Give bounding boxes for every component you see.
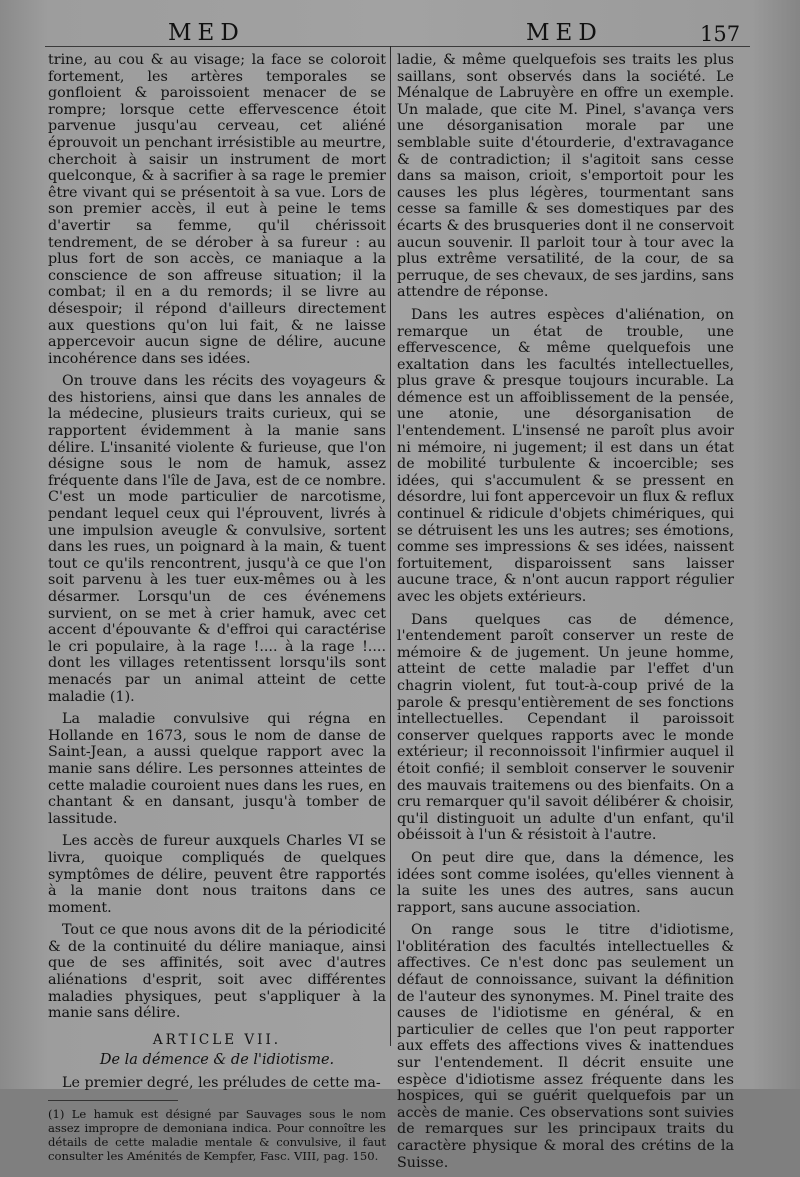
running-head-left: MED	[168, 20, 245, 46]
page-header	[0, 14, 800, 46]
paragraph: On peut dire que, dans la démence, les idées sont comme isolées, qu'elles viennent à la suite les unes des autres, sans aucun rapport, sans aucune association.	[397, 849, 734, 916]
left-column	[48, 52, 386, 1163]
paragraph: Dans quelques cas de démence, l'entendement paroît conserver un reste de mémoire & de jugement. Un jeune homme, atteint de cette maladie par l'effet d'un chagrin violent, fut tout-à-coup privé de la parole & presqu'entièrement de ses fonctions intellectuelles. Cependant il paroissoit conserver quelques rapports avec le monde extérieur; il reconnoissoit l'infirmier auquel il étoit confié; il sembloit conserver le souvenir des mauvais traitemens ou des bienfaits. On a cru remarquer qu'il savoit délibérer & choisir, qu'il distinguoit un adulte d'un enfant, qu'il obéissoit à l'un & résistoit à l'autre.	[397, 611, 734, 844]
page-number: 157	[700, 22, 741, 46]
footnote-rule	[48, 1100, 178, 1101]
paragraph: La maladie convulsive qui régna en Hollande en 1673, sous le nom de danse de Saint-Jean, a aussi quelque rapport avec la manie sans délire. Les personnes atteintes de cette maladie couroient nues dans les rues, en chantant & en dansant, jusqu'à tomber de lassitude.	[48, 711, 386, 827]
paragraph: Tout ce que nous avons dit de la périodicité & de la continuité du délire maniaque, ainsi que de ses affinités, soit avec d'autres aliénations d'esprit, soit avec différentes maladies physiques, peut s'appliquer à la manie sans délire.	[48, 922, 386, 1022]
header-rule	[45, 46, 750, 47]
running-head-right: MED	[526, 20, 603, 46]
article-subtitle: De la démence & de l'idiotisme.	[99, 1052, 335, 1069]
paragraph: Les accès de fureur auxquels Charles VI se livra, quoique compliqués de quelques symptômes de délire, peuvent être rapportés à la manie dont nous traitons dans ce moment.	[48, 833, 386, 916]
paragraph: ladie, & même quelquefois ses traits les plus saillans, sont observés dans la société. Le Ménalque de Labruyère en offre un exemple. Un malade, que cite M. Pinel, s'avança vers une désorganisation morale par une semblable suite d'étourderie, d'extravagance & de contradiction; il s'agitoit sans cesse dans sa maison, crioit, s'emportoit pour les causes les plus légères, tourmentant sans cesse sa famille & ses domestiques par des écarts & des brusqueries dont il ne conservoit aucun souvenir. Il parloit tour à tour avec la plus extrême versatilité, de la cour, de sa perruque, de ses chevaux, de ses jardins, sans attendre de réponse.	[397, 52, 734, 301]
right-column	[397, 52, 734, 1177]
paragraph: On range sous le titre d'idiotisme, l'oblitération des facultés intellectuelles & affectives. Ce n'est donc pas seulement un défaut de connoissance, suivant la définition de l'auteur des synonymes. M. Pinel traite des causes de l'idiotisme en général, & en particulier de celles que l'on peut rapporter aux effets des affections vives & inattendues sur l'entendement. Il décrit ensuite une espèce d'idiotisme assez fréquente dans les hospices, qui se guérit quelquefois par un accès de manie. Ces observations sont suivies de remarques sur les principaux traits du caractère physique & moral des crétins de la Suisse.	[397, 922, 734, 1171]
article-heading: ARTICLE VII.	[152, 1031, 282, 1048]
column-divider	[390, 46, 391, 1046]
paragraph: Dans les autres espèces d'aliénation, on remarque un état de trouble, une effervescence, & même quelquefois une exaltation dans les facultés intellectuelles, plus grave & presque toujours incurable. La démence est un affoiblissement de la pensée, une atonie, une désorganisation de l'entendement. L'insensé ne paroît plus avoir ni mémoire, ni jugement; il est dans un état de mobilité turbulente & incoercible; ses idées, qui s'accumulent & se pressent en désordre, lui font appercevoir un flux & reflux continuel & ridicule d'objets chimériques, qui se détruisent les uns les autres; ses émotions, comme ses impressions & ses idées, naissent fortuitement, disparoissent sans laisser aucune trace, & n'ont aucun rapport régulier avec les objets extérieurs.	[397, 306, 734, 605]
paragraph: trine, au cou & au visage; la face se coloroit fortement, les artères temporales se gonfloient & paroissoient menacer de se rompre; lorsque cette effervescence étoit parvenue jusqu'au cerveau, cet aliéné éprouvoit un penchant irrésistible au meurtre, cherchoit à saisir un instrument de mort quelconque, & à sacrifier à sa rage le premier être vivant qui se présentoit à sa vue. Lors de son premier accès, il eut à peine le tems d'avertir sa femme, qu'il chérissoit tendrement, de se dérober à sa fureur : au plus fort de son accès, ce maniaque a la conscience de son affreuse situation; il la combat; il en a du remords; il se livre au désespoir; il répond d'ailleurs directement aux questions qu'on lui fait, & ne laisse appercevoir aucun signe de délire, aucune incohérence dans ses idées.	[48, 52, 386, 367]
paragraph: On trouve dans les récits des voyageurs & des historiens, ainsi que dans les annales de la médecine, plusieurs traits curieux, qui se rapportent évidemment à la manie sans délire. L'insanité violente & furieuse, que l'on désigne sous le nom de hamuk, assez fréquente dans l'île de Java, est de ce nombre. C'est un mode particulier de narcotisme, pendant lequel ceux qui l'éprouvent, livrés à une impulsion aveugle & convulsive, sortent dans les rues, un poignard à la main, & tuent tout ce qu'ils rencontrent, jusqu'à ce que l'on soit parvenu à les tuer eux-mêmes ou à les désarmer. Lorsqu'un de ces événemens survient, on se met à crier hamuk, avec cet accent d'épouvante & d'effroi qui caractérise le cri populaire, à la rage !.... à la rage !.... dont les villages retentissent lorsqu'ils sont menacés par un animal atteint de cette maladie (1).	[48, 373, 386, 705]
footnote: (1) Le hamuk est désigné par Sauvages sous le nom assez impropre de demoniana indica. Pour connoître les détails de cette maladie mentale & convulsive, il faut consulter les Aménités de Kempfer, Fasc. VIII, pag. 150.	[48, 1106, 386, 1163]
paragraph: Le premier degré, les préludes de cette ma-	[62, 1075, 381, 1092]
